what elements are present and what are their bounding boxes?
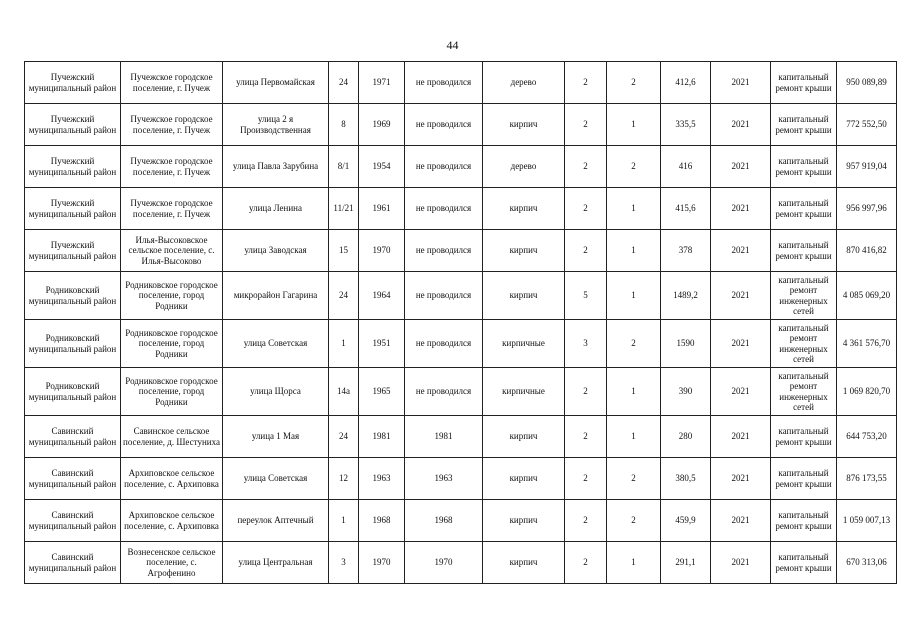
last-repair-cell: 1963: [405, 458, 483, 500]
table-row: [25, 230, 897, 272]
work-type-cell: капитальный ремонт крыши: [771, 416, 837, 458]
district-cell: Савинский муниципальный район: [25, 416, 121, 458]
last-repair-cell: не проводился: [405, 62, 483, 104]
entrances-cell: 1: [607, 416, 661, 458]
area-cell: 378: [661, 230, 711, 272]
plan-year-cell: 2021: [711, 542, 771, 584]
table-row: [25, 320, 897, 368]
year-built-cell: 1965: [359, 368, 405, 416]
year-built-cell: 1963: [359, 458, 405, 500]
cost-cell: 4 361 576,70: [837, 320, 897, 368]
work-type-cell: капитальный ремонт инженерных сетей: [771, 272, 837, 320]
plan-year-cell: 2021: [711, 62, 771, 104]
wall-material-cell: кирпич: [483, 272, 565, 320]
table-row: [25, 146, 897, 188]
entrances-cell: 2: [607, 458, 661, 500]
cost-cell: 957 919,04: [837, 146, 897, 188]
street-cell: улица 2 я Производственная: [223, 104, 329, 146]
last-repair-cell: не проводился: [405, 320, 483, 368]
plan-year-cell: 2021: [711, 272, 771, 320]
work-type-cell: капитальный ремонт крыши: [771, 62, 837, 104]
street-cell: улица Советская: [223, 320, 329, 368]
year-built-cell: 1971: [359, 62, 405, 104]
cost-cell: 670 313,06: [837, 542, 897, 584]
area-cell: 291,1: [661, 542, 711, 584]
entrances-cell: 1: [607, 104, 661, 146]
plan-year-cell: 2021: [711, 320, 771, 368]
work-type-cell: капитальный ремонт крыши: [771, 458, 837, 500]
table-row: [25, 500, 897, 542]
page-number: 44: [446, 38, 459, 52]
settlement-cell: Илья-Высоковское сельское поселение, с. Илья-Высоково: [121, 230, 223, 272]
street-cell: улица Первомайская: [223, 62, 329, 104]
plan-year-cell: 2021: [711, 458, 771, 500]
house-number-cell: 24: [329, 272, 359, 320]
plan-year-cell: 2021: [711, 368, 771, 416]
settlement-cell: Родниковское городское поселение, город Родники: [121, 368, 223, 416]
wall-material-cell: кирпич: [483, 188, 565, 230]
street-cell: улица Щорса: [223, 368, 329, 416]
year-built-cell: 1964: [359, 272, 405, 320]
cost-cell: 870 416,82: [837, 230, 897, 272]
year-built-cell: 1970: [359, 542, 405, 584]
house-number-cell: 24: [329, 62, 359, 104]
year-built-cell: 1954: [359, 146, 405, 188]
house-number-cell: 1: [329, 500, 359, 542]
entrances-cell: 2: [607, 320, 661, 368]
house-number-cell: 11/21: [329, 188, 359, 230]
street-cell: переулок Аптечный: [223, 500, 329, 542]
plan-year-cell: 2021: [711, 416, 771, 458]
district-cell: Родниковский муниципальный район: [25, 272, 121, 320]
district-cell: Пучежский муниципальный район: [25, 188, 121, 230]
house-number-cell: 3: [329, 542, 359, 584]
house-number-cell: 8/1: [329, 146, 359, 188]
floors-cell: 3: [565, 320, 607, 368]
floors-cell: 5: [565, 272, 607, 320]
district-cell: Родниковский муниципальный район: [25, 368, 121, 416]
repair-program-table: [24, 61, 897, 584]
floors-cell: 2: [565, 188, 607, 230]
work-type-cell: капитальный ремонт инженерных сетей: [771, 320, 837, 368]
district-cell: Савинский муниципальный район: [25, 542, 121, 584]
cost-cell: 1 059 007,13: [837, 500, 897, 542]
district-cell: Родниковский муниципальный район: [25, 320, 121, 368]
last-repair-cell: не проводился: [405, 146, 483, 188]
settlement-cell: Вознесенское сельское поселение, с. Агрофенино: [121, 542, 223, 584]
last-repair-cell: не проводился: [405, 368, 483, 416]
settlement-cell: Архиповское сельское поселение, с. Архиповка: [121, 458, 223, 500]
wall-material-cell: кирпич: [483, 500, 565, 542]
street-cell: улица 1 Мая: [223, 416, 329, 458]
house-number-cell: 14а: [329, 368, 359, 416]
settlement-cell: Архиповское сельское поселение, с. Архиповка: [121, 500, 223, 542]
floors-cell: 2: [565, 230, 607, 272]
plan-year-cell: 2021: [711, 146, 771, 188]
wall-material-cell: кирпич: [483, 416, 565, 458]
wall-material-cell: кирпичные: [483, 368, 565, 416]
plan-year-cell: 2021: [711, 188, 771, 230]
wall-material-cell: кирпич: [483, 458, 565, 500]
area-cell: 412,6: [661, 62, 711, 104]
floors-cell: 2: [565, 146, 607, 188]
street-cell: улица Советская: [223, 458, 329, 500]
last-repair-cell: не проводился: [405, 230, 483, 272]
table-row: [25, 272, 897, 320]
house-number-cell: 15: [329, 230, 359, 272]
wall-material-cell: дерево: [483, 62, 565, 104]
cost-cell: 644 753,20: [837, 416, 897, 458]
district-cell: Пучежский муниципальный район: [25, 104, 121, 146]
last-repair-cell: 1981: [405, 416, 483, 458]
last-repair-cell: 1970: [405, 542, 483, 584]
entrances-cell: 1: [607, 272, 661, 320]
area-cell: 1590: [661, 320, 711, 368]
cost-cell: 4 085 069,20: [837, 272, 897, 320]
settlement-cell: Родниковское городское поселение, город Родники: [121, 272, 223, 320]
last-repair-cell: 1968: [405, 500, 483, 542]
area-cell: 416: [661, 146, 711, 188]
floors-cell: 2: [565, 542, 607, 584]
wall-material-cell: кирпич: [483, 542, 565, 584]
year-built-cell: 1951: [359, 320, 405, 368]
house-number-cell: 24: [329, 416, 359, 458]
table-row: [25, 416, 897, 458]
work-type-cell: капитальный ремонт крыши: [771, 146, 837, 188]
area-cell: 415,6: [661, 188, 711, 230]
table-row: [25, 62, 897, 104]
cost-cell: 950 089,89: [837, 62, 897, 104]
table-row: [25, 104, 897, 146]
area-cell: 380,5: [661, 458, 711, 500]
settlement-cell: Пучежское городское поселение, г. Пучеж: [121, 188, 223, 230]
district-cell: Пучежский муниципальный район: [25, 62, 121, 104]
work-type-cell: капитальный ремонт крыши: [771, 230, 837, 272]
floors-cell: 2: [565, 368, 607, 416]
wall-material-cell: дерево: [483, 146, 565, 188]
street-cell: улица Заводская: [223, 230, 329, 272]
cost-cell: 956 997,96: [837, 188, 897, 230]
settlement-cell: Савинское сельское поселение, д. Шестуниха: [121, 416, 223, 458]
work-type-cell: капитальный ремонт крыши: [771, 500, 837, 542]
plan-year-cell: 2021: [711, 500, 771, 542]
plan-year-cell: 2021: [711, 104, 771, 146]
plan-year-cell: 2021: [711, 230, 771, 272]
entrances-cell: 2: [607, 146, 661, 188]
street-cell: улица Центральная: [223, 542, 329, 584]
district-cell: Савинский муниципальный район: [25, 458, 121, 500]
area-cell: 280: [661, 416, 711, 458]
entrances-cell: 2: [607, 62, 661, 104]
work-type-cell: капитальный ремонт крыши: [771, 104, 837, 146]
last-repair-cell: не проводился: [405, 104, 483, 146]
wall-material-cell: кирпич: [483, 230, 565, 272]
year-built-cell: 1961: [359, 188, 405, 230]
district-cell: Пучежский муниципальный район: [25, 230, 121, 272]
year-built-cell: 1970: [359, 230, 405, 272]
entrances-cell: 1: [607, 188, 661, 230]
floors-cell: 2: [565, 458, 607, 500]
settlement-cell: Родниковское городское поселение, город Родники: [121, 320, 223, 368]
last-repair-cell: не проводился: [405, 272, 483, 320]
wall-material-cell: кирпичные: [483, 320, 565, 368]
year-built-cell: 1968: [359, 500, 405, 542]
work-type-cell: капитальный ремонт инженерных сетей: [771, 368, 837, 416]
work-type-cell: капитальный ремонт крыши: [771, 188, 837, 230]
floors-cell: 2: [565, 500, 607, 542]
floors-cell: 2: [565, 104, 607, 146]
street-cell: микрорайон Гагарина: [223, 272, 329, 320]
work-type-cell: капитальный ремонт крыши: [771, 542, 837, 584]
floors-cell: 2: [565, 62, 607, 104]
cost-cell: 1 069 820,70: [837, 368, 897, 416]
table-row: [25, 542, 897, 584]
area-cell: 390: [661, 368, 711, 416]
entrances-cell: 1: [607, 368, 661, 416]
area-cell: 1489,2: [661, 272, 711, 320]
area-cell: 459,9: [661, 500, 711, 542]
cost-cell: 772 552,50: [837, 104, 897, 146]
house-number-cell: 8: [329, 104, 359, 146]
settlement-cell: Пучежское городское поселение, г. Пучеж: [121, 104, 223, 146]
floors-cell: 2: [565, 416, 607, 458]
settlement-cell: Пучежское городское поселение, г. Пучеж: [121, 62, 223, 104]
area-cell: 335,5: [661, 104, 711, 146]
street-cell: улица Павла Зарубина: [223, 146, 329, 188]
district-cell: Пучежский муниципальный район: [25, 146, 121, 188]
entrances-cell: 1: [607, 542, 661, 584]
entrances-cell: 1: [607, 230, 661, 272]
table-row: [25, 458, 897, 500]
table-row: [25, 368, 897, 416]
wall-material-cell: кирпич: [483, 104, 565, 146]
table-row: [25, 188, 897, 230]
cost-cell: 876 173,55: [837, 458, 897, 500]
street-cell: улица Ленина: [223, 188, 329, 230]
last-repair-cell: не проводился: [405, 188, 483, 230]
house-number-cell: 1: [329, 320, 359, 368]
house-number-cell: 12: [329, 458, 359, 500]
settlement-cell: Пучежское городское поселение, г. Пучеж: [121, 146, 223, 188]
entrances-cell: 2: [607, 500, 661, 542]
year-built-cell: 1981: [359, 416, 405, 458]
district-cell: Савинский муниципальный район: [25, 500, 121, 542]
year-built-cell: 1969: [359, 104, 405, 146]
